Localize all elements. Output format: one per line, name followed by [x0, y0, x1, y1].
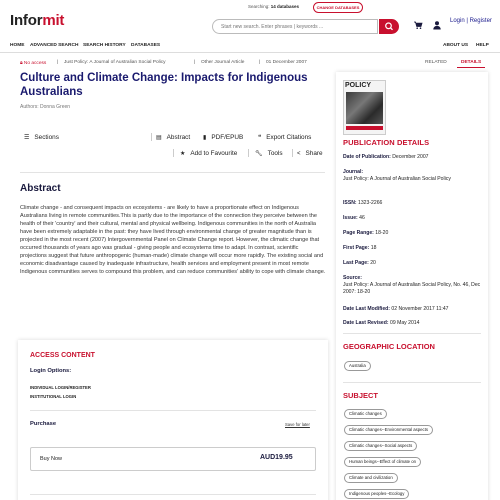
institutional-login-link[interactable]: INSTITUTIONAL LOGIN	[30, 394, 77, 399]
nav-search-history[interactable]: SEARCH HISTORY	[83, 43, 126, 48]
date-last-modified: Date Last Modified: 02 November 2017 11:47	[343, 306, 449, 312]
article-title: Culture and Climate Change: Impacts for Indigenous Australians	[20, 72, 308, 98]
tab-details[interactable]: DETAILS	[461, 60, 482, 65]
change-databases-button[interactable]: CHANGE DATABASES	[313, 2, 363, 13]
nav-help[interactable]: HELP	[476, 43, 489, 48]
breadcrumb-separator: |	[57, 60, 59, 65]
abstract-text: Climate change - and consequent impacts on ecosystems - are likely to have a proportionate effect on Indigenous Australians living in remote communities.This is partly due to the importance of the connection they perceive between the health of their 'country' and their cultural, mental and physical wellbeing. Indigenous communities in the north of Australia have been extremely adaptable in the past: they have lived through environmental change of greater magnitude than is projected in the most recent (2007) Intergovernmental Panel on Climate Change report. However, the climatic change that occurred thousands of years ago was gradual - giving people and ecosystems time to adapt. In contrast, scientific projections suggest that future anthropogenic (human-made) climate change will occur more rapidly. The existing social and economic disadvantage caused by inadequate infrastructure, health services and employment present in most remote Indigenous communities serves to compound this problem, and can reduce communities' ability to cope with climate change.	[20, 205, 326, 275]
subject-chip[interactable]: Climatic changes--Social aspects	[344, 441, 417, 451]
individual-login-link[interactable]: INDIVIDUAL LOGIN/REGISTER	[30, 385, 91, 390]
card-divider	[30, 410, 316, 411]
section-divider	[20, 172, 325, 173]
nav-home[interactable]: HOME	[10, 43, 25, 48]
informit-logo[interactable]: Informit	[10, 12, 65, 29]
export-citations-button[interactable]: ❝ Export Citations	[258, 134, 312, 141]
buy-now-label[interactable]: Buy Now	[40, 456, 63, 462]
quote-icon: ❝	[258, 135, 262, 141]
breadcrumb-separator: |	[259, 60, 261, 65]
journal-cover-title: POLICY	[345, 82, 372, 89]
issn-detail: ISSN: 1323-2266	[343, 200, 383, 206]
nav-databases[interactable]: DATABASES	[131, 43, 161, 48]
price: AUD19.95	[260, 454, 293, 461]
header-divider	[0, 52, 500, 53]
date-of-publication: Date of Publication: December 2007	[343, 154, 429, 160]
nav-advanced-search[interactable]: ADVANCED SEARCH	[30, 43, 79, 48]
lock-icon: 🔒︎	[20, 61, 23, 66]
panel-divider	[343, 382, 481, 383]
geographic-location-heading: GEOGRAPHIC LOCATION	[343, 342, 435, 351]
page-range-detail: Page Range: 18-20	[343, 230, 389, 236]
add-to-favourite-button[interactable]: ★ Add to Favourite	[180, 150, 238, 157]
action-separator	[248, 149, 249, 157]
cart-icon[interactable]	[413, 17, 423, 35]
action-separator	[292, 149, 293, 157]
subject-chip[interactable]: Indigenous peoples--Ecology	[344, 489, 409, 499]
document-icon: ▤	[156, 135, 162, 141]
date-last-revised: Date Last Revised: 09 May 2014	[343, 320, 420, 326]
active-tab-indicator	[457, 67, 485, 68]
journal-detail: Journal: Just Policy: A Journal of Australian Social Policy	[343, 169, 451, 182]
search-button[interactable]	[379, 19, 399, 34]
publication-details-heading: PUBLICATION DETAILS	[343, 138, 430, 147]
action-separator	[173, 149, 174, 157]
file-icon: ▮	[203, 135, 207, 141]
search-input[interactable]	[212, 19, 378, 34]
wrench-icon: 🔧︎	[255, 151, 263, 157]
save-for-later-link[interactable]: Save for later	[285, 422, 310, 427]
access-content-card	[18, 340, 328, 500]
breadcrumb-type: Other Journal Article	[201, 60, 245, 65]
user-icon[interactable]	[432, 17, 442, 35]
abstract-button[interactable]: ▤ Abstract	[156, 134, 191, 141]
search-icon	[379, 19, 399, 34]
abstract-heading: Abstract	[20, 183, 61, 194]
journal-cover-band	[346, 126, 383, 130]
sections-button[interactable]: ☰ Sections	[24, 134, 59, 141]
purchase-label: Purchase	[30, 421, 57, 427]
authors-line: Authors: Donna Green	[20, 104, 71, 110]
nav-about-us[interactable]: ABOUT US	[443, 43, 469, 48]
breadcrumb-date: 01 December 2007	[266, 60, 307, 65]
subject-chip[interactable]: Climatic changes	[344, 409, 387, 419]
source-detail: Source: Just Policy: A Journal of Australian Social Policy, No. 46, Dec 2007: 18-20	[343, 275, 481, 295]
issue-detail: Issue: 46	[343, 215, 365, 221]
first-page-detail: First Page: 18	[343, 245, 377, 251]
pdf-epub-button[interactable]: ▮ PDF/EPUB	[203, 134, 244, 141]
share-button[interactable]: < Share	[297, 150, 323, 157]
login-register-link[interactable]: Login | Register	[450, 18, 492, 24]
subject-chip[interactable]: Climatic changes--Environmental aspects	[344, 425, 433, 435]
card-divider	[30, 494, 316, 495]
menu-icon: ☰	[24, 135, 30, 141]
journal-cover-image	[346, 92, 383, 124]
access-content-heading: ACCESS CONTENT	[30, 352, 95, 359]
action-separator	[151, 133, 152, 141]
subject-chip[interactable]: Human beings--Effect of climate on	[344, 457, 421, 467]
breadcrumb-journal[interactable]: Just Policy: A Journal of Australian Social Policy	[64, 60, 166, 65]
subject-heading: SUBJECT	[343, 391, 379, 400]
panel-divider	[343, 333, 481, 334]
share-icon: <	[297, 151, 301, 157]
no-access-badge: 🔒︎ No access	[20, 61, 47, 66]
login-options-label: Login Options:	[30, 368, 72, 374]
subject-chip[interactable]: Climate and civilization	[344, 473, 398, 483]
star-icon: ★	[180, 151, 186, 157]
breadcrumb-separator: |	[194, 60, 196, 65]
geo-chip-australia[interactable]: Australia	[344, 361, 371, 371]
last-page-detail: Last Page: 20	[343, 260, 376, 266]
searching-databases-text: Searching: 14 databases	[248, 4, 300, 9]
tools-button[interactable]: 🔧︎ Tools	[255, 150, 283, 157]
tab-related[interactable]: RELATED	[425, 60, 447, 65]
